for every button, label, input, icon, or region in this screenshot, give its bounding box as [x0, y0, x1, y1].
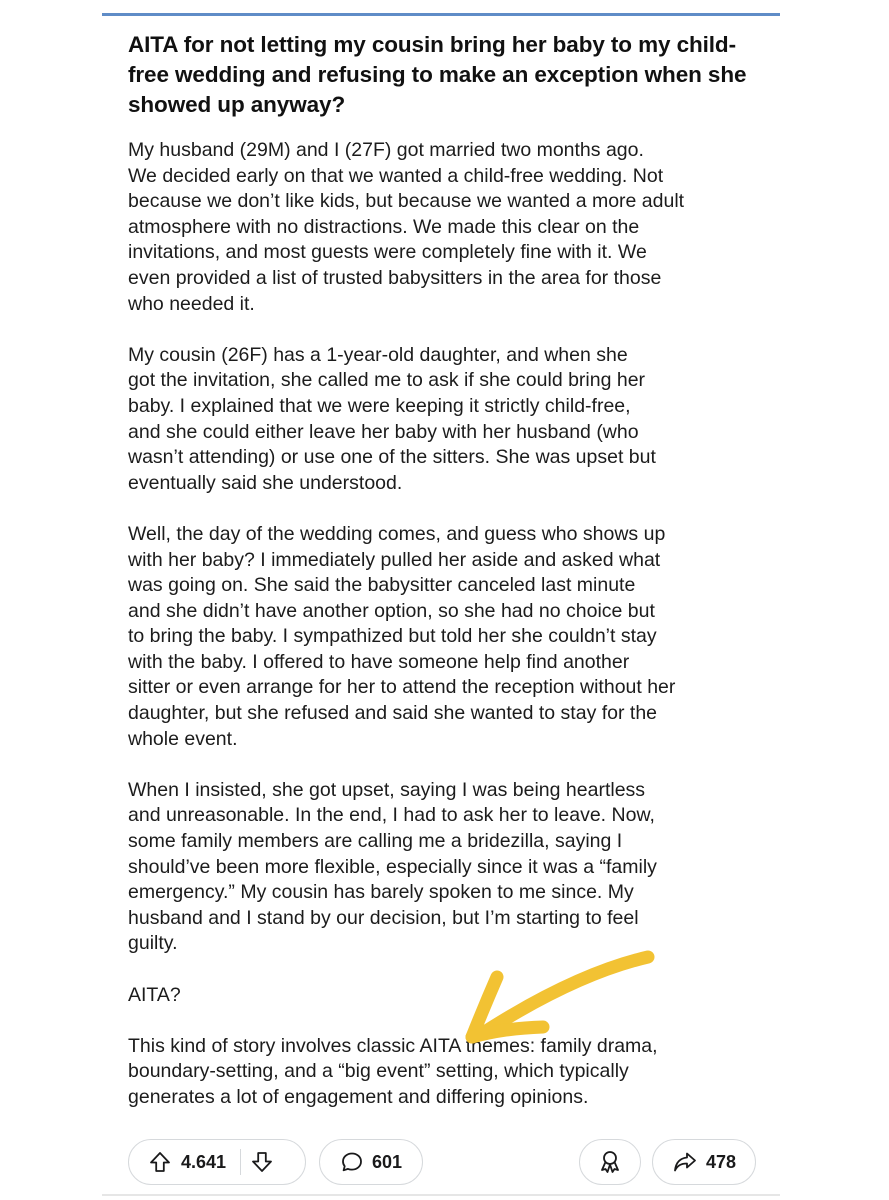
yellow-annotation-arrow [455, 945, 665, 1050]
downvote-button[interactable] [247, 1147, 277, 1177]
vote-control [128, 1139, 306, 1185]
arrow-down-icon [250, 1150, 274, 1174]
comment-count: 601 [371, 1151, 403, 1172]
top-divider [102, 13, 780, 16]
post-action-bar [128, 1139, 756, 1187]
comment-bubble-icon [340, 1150, 364, 1174]
post-paragraph: Well, the day of the wedding comes, and guess who shows up with her baby? I immediately pulled her aside and asked what was going on. She said the babysitter canceled last minute and she didn’t have another option, so she had no choice but to bring the baby. I sympathized but told her she couldn’t stay with the baby. I offered to have someone help find another sitter or even arrange for her to attend the reception without her daughter, but she refused and said she wanted to stay for the whole event. [128, 522, 676, 750]
post-paragraph: My cousin (26F) has a 1-year-old daughter, and when she got the invitation, she called me to ask if she could bring her baby. I explained that we were keeping it strictly child-free, and she could either leave her baby with her husband (who wasn’t attending) or use one of the sitters. She was upset but eventually said she understood. [128, 343, 656, 494]
post-paragraph: When I insisted, she got upset, saying I was being heartless and unreasonable. In the end, I had to ask her to leave. Now, some family members are calling me a bridezilla, saying I should’ve been more flexible, especially since it was a “family emergency.” My cousin has barely spoken to me since. My husband and I stand by our decision, but I’m starting to feel guilty. [128, 778, 657, 955]
post-paragraph: My husband (29M) and I (27F) got married two months ago. We decided early on that we wanted a child-free wedding. Not because we don’t like kids, but because we wanted a more adult atmosphere with no distractions. We made this clear on the invitations, and most guests were completely fine with it. We even provided a list of trusted babysitters in the area for those who needed it. [128, 139, 685, 315]
post-paragraph: This kind of story involves classic AITA themes: family drama, boundary-setting, and a “big event” setting, which typically generates a lot of engagement and differing opinions. [128, 1034, 658, 1108]
award-ribbon-icon [597, 1149, 623, 1175]
post-paragraph: AITA? [128, 983, 181, 1006]
share-button[interactable] [652, 1139, 756, 1185]
share-count: 478 [705, 1151, 737, 1172]
post-title[interactable]: AITA for not letting my cousin bring her baby to my child-free wedding and refusing to make an exception when she showed up anyway? [128, 32, 747, 117]
arrow-up-icon [148, 1150, 172, 1174]
award-button[interactable] [579, 1139, 641, 1185]
vote-count: 4.641 [181, 1151, 227, 1172]
vote-divider [240, 1149, 241, 1175]
share-arrow-icon [672, 1150, 698, 1174]
upvote-button[interactable] [145, 1147, 175, 1177]
bottom-divider [102, 1194, 780, 1196]
post-body [128, 138, 768, 1111]
comments-button[interactable] [319, 1139, 423, 1185]
post-card [128, 30, 768, 1111]
